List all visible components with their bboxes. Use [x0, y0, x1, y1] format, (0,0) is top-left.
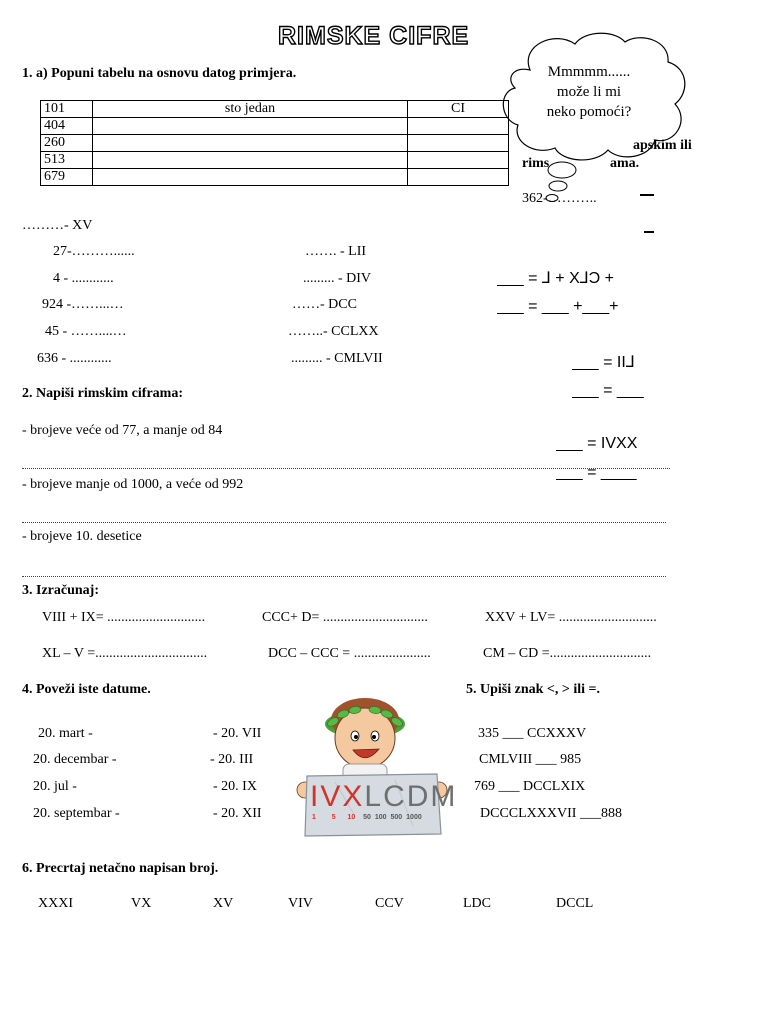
table-cell-words[interactable]: sto jedan: [93, 101, 408, 118]
task1b-heading-fragment: ama.: [610, 156, 640, 171]
exercise-item: VIII + IX= ............................: [42, 610, 206, 625]
exercise-item: CCC+ D= ..............................: [262, 610, 428, 625]
table-cell-roman[interactable]: [408, 118, 509, 135]
table-cell-number: 404: [41, 118, 93, 135]
roman-option[interactable]: LDC: [463, 896, 491, 911]
roman-letter: I: [310, 780, 321, 813]
exercise-item: XXV + LV= ............................: [485, 610, 657, 625]
mirrored-equation: ___ = IVXX: [556, 435, 638, 452]
exercise-item: ......... - CMLVII: [291, 351, 383, 366]
date-left: 20. jul -: [33, 779, 77, 794]
task5-heading: 5. Upiši znak <, > ili =.: [466, 682, 601, 697]
table-cell-roman[interactable]: [408, 169, 509, 186]
exercise-item: 362-………..: [522, 191, 597, 206]
table-cell-roman[interactable]: [408, 152, 509, 169]
table-cell-number: 679: [41, 169, 93, 186]
mirrored-equation: ___ = II⅃: [572, 354, 635, 371]
conversion-table: [40, 100, 509, 186]
exercise-item: ……. - LII: [305, 244, 367, 259]
roman-letter: L: [364, 780, 384, 813]
table-row: [41, 169, 509, 186]
compare-item: DCCCLXXXVII ___888: [480, 806, 622, 821]
table-cell-roman[interactable]: [408, 135, 509, 152]
table-cell-words[interactable]: [93, 152, 408, 169]
exercise-item: - brojeve 10. desetice: [22, 529, 142, 544]
exercise-item: XL – V =................................: [42, 646, 208, 661]
exercise-item: ......... - DIV: [303, 271, 372, 286]
table-cell-words[interactable]: [93, 135, 408, 152]
equation-line: ___ = ___: [572, 382, 644, 399]
roman-option[interactable]: DCCL: [556, 896, 594, 911]
equation-line: ___ = ___ +___+: [497, 298, 619, 315]
answer-line[interactable]: [22, 522, 666, 523]
exercise-item: CM – CD =.............................: [483, 646, 652, 661]
roman-letter: C: [383, 780, 407, 813]
exercise-item: 27-………......: [53, 244, 135, 259]
bubble-text: Mmmmm...... može li mi neko pomoći?: [546, 64, 632, 120]
dash-mark: [640, 194, 654, 196]
exercise-item: 45 - ……....…: [45, 324, 127, 339]
page-title: RIMSKE CIFRE: [278, 22, 470, 50]
table-cell-roman[interactable]: CI: [408, 101, 509, 118]
dash-mark: [644, 231, 654, 233]
roman-letter: V: [320, 780, 343, 813]
task1-heading: 1. a) Popuni tabelu na osnovu datog primjera.: [22, 66, 297, 81]
roman-option[interactable]: XXXI: [38, 896, 73, 911]
roman-option[interactable]: VIV: [288, 896, 313, 911]
table-row: [41, 101, 509, 118]
task2-heading: 2. Napiši rimskim ciframa:: [22, 386, 183, 401]
compare-item: CMLVIII ___ 985: [479, 752, 582, 767]
table-cell-number: 101: [41, 101, 93, 118]
table-cell-words[interactable]: [93, 169, 408, 186]
answer-line[interactable]: [22, 576, 666, 577]
task6-heading: 6. Precrtaj netačno napisan broj.: [22, 861, 219, 876]
table-cell-words[interactable]: [93, 118, 408, 135]
equation-line: ___ = ____: [556, 464, 637, 481]
table-row: [41, 135, 509, 152]
date-right: - 20. VII: [213, 726, 262, 741]
roman-option[interactable]: XV: [213, 896, 234, 911]
date-right: - 20. XII: [213, 806, 262, 821]
date-right: - 20. IX: [213, 779, 257, 794]
roman-letter: X: [342, 780, 365, 813]
roman-option[interactable]: VX: [131, 896, 152, 911]
exercise-item: ……..- CCLXX: [288, 324, 379, 339]
exercise-item: ……- DCC: [292, 297, 357, 312]
task4-heading: 4. Poveži iste datume.: [22, 682, 151, 697]
exercise-item: 4 - ............: [53, 271, 114, 286]
exercise-item: DCC – CCC = ......................: [268, 646, 431, 661]
exercise-item: ………- XV: [22, 218, 93, 233]
table-row: [41, 152, 509, 169]
table-row: [41, 118, 509, 135]
exercise-item: 924 -……...…: [42, 297, 124, 312]
roman-letter: M: [430, 780, 458, 813]
roman-values: 1 5 10 50 100 500 1000: [312, 814, 422, 821]
answer-line[interactable]: [22, 468, 670, 469]
table-cell-number: 260: [41, 135, 93, 152]
date-left: 20. septembar -: [33, 806, 120, 821]
roman-letters: [310, 782, 457, 812]
exercise-item: - brojeve veće od 77, a manje od 84: [22, 423, 223, 438]
compare-item: 335 ___ CCXXXV: [478, 726, 587, 741]
exercise-item: - brojeve manje od 1000, a veće od 992: [22, 477, 244, 492]
date-right: - 20. III: [210, 752, 254, 767]
task3-heading: 3. Izračunaj:: [22, 583, 99, 598]
roman-option[interactable]: CCV: [375, 896, 404, 911]
compare-item: 769 ___ DCCLXIX: [474, 779, 586, 794]
table-cell-number: 513: [41, 152, 93, 169]
mirrored-equation: ___ = ⅃ + X⅃Ɔ +: [497, 270, 615, 287]
exercise-item: 636 - ............: [37, 351, 112, 366]
task1b-heading-fragment: rims: [522, 156, 550, 171]
date-left: 20. mart -: [38, 726, 93, 741]
task1b-heading-fragment: apskim ili: [633, 138, 692, 153]
roman-letter: D: [406, 780, 431, 813]
date-left: 20. decembar -: [33, 752, 117, 767]
